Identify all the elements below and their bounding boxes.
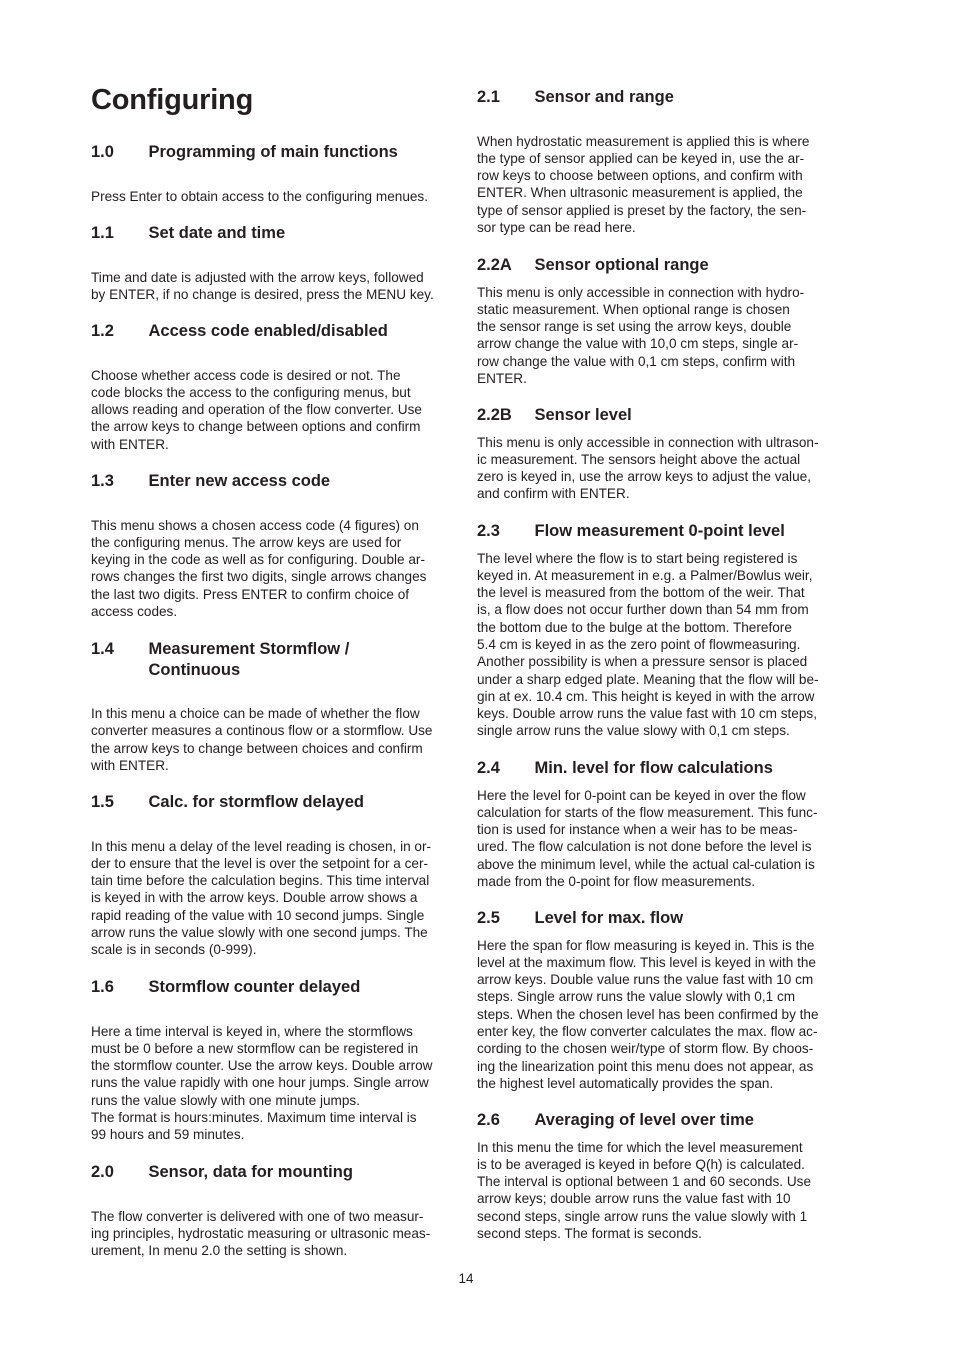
section-1-4 bbox=[91, 639, 461, 774]
section-number: 1.2 bbox=[91, 322, 114, 340]
section-1-5 bbox=[91, 792, 461, 959]
section-number: 1.4 bbox=[91, 640, 114, 658]
section-number: 2.4 bbox=[477, 759, 500, 777]
section-body: Here the span for flow measuring is keyed in. This is the level at the maximum flow. This level is keyed in with the arrow keys. Double value runs the value fast with 10 cm steps. Single arrow runs the value slowly with 0,1 cm steps. When the chosen level has been confirmed by the enter key, the flow converter calculates the max. flow ac- cording to the chosen weir/type of storm flow. By choos- ing the linearization point this menu does not appear, as the highest level automatically provides the span. bbox=[477, 937, 819, 1091]
section-number: 2.1 bbox=[477, 88, 500, 106]
section-2-6 bbox=[477, 1110, 847, 1242]
section-title: Set date and time bbox=[148, 224, 286, 242]
section-heading bbox=[91, 1162, 461, 1183]
section-heading bbox=[477, 405, 847, 426]
section-title: Sensor optional range bbox=[534, 256, 709, 274]
section-1-2 bbox=[91, 321, 461, 453]
section-body: This menu is only accessible in connection with ultrason- ic measurement. The sensors height above the actual zero is keyed in, use the arrow keys to adjust the value, and confirm with ENTER. bbox=[477, 434, 819, 502]
section-number: 2.2A bbox=[477, 256, 512, 274]
section-heading bbox=[91, 471, 461, 492]
section-number: 1.3 bbox=[91, 472, 114, 490]
section-body: This menu is only accessible in connection with hydro- static measurement. When optional range is chosen the sensor range is set using the arrow keys, double arrow change the value with 10,0 cm steps, single ar- row change the value with 0,1 cm steps, confirm with ENTER. bbox=[477, 284, 805, 386]
section-number: 1.6 bbox=[91, 978, 114, 996]
section-title: Flow measurement 0-point level bbox=[534, 522, 785, 540]
section-heading bbox=[91, 142, 461, 163]
section-title: Sensor and range bbox=[534, 88, 674, 106]
section-body: In this menu a delay of the level reading is chosen, in or- der to ensure that the level is over the setpoint for a cer- tain time before the calculation begins. This time interval is keyed in with the arrow keys. Double arrow shows a rapid reading of the value with 10 second jumps. Single arrow runs the value slowly with one second jumps. The scale is in seconds (0-999). bbox=[91, 838, 432, 958]
section-body: Press Enter to obtain access to the configuring menues. bbox=[91, 188, 429, 204]
section-title: Sensor, data for mounting bbox=[148, 1163, 353, 1181]
section-number: 1.1 bbox=[91, 224, 114, 242]
section-number: 1.0 bbox=[91, 143, 114, 161]
section-number: 2.2B bbox=[477, 406, 512, 424]
section-title: Min. level for flow calculations bbox=[534, 759, 773, 777]
section-heading bbox=[91, 321, 461, 342]
section-heading bbox=[477, 758, 847, 779]
section-title: Measurement Stormflow / Continuous bbox=[148, 640, 350, 679]
section-title: Stormflow counter delayed bbox=[148, 978, 361, 996]
section-number: 2.3 bbox=[477, 522, 500, 540]
section-2-5 bbox=[477, 908, 847, 1092]
section-2-1 bbox=[477, 87, 847, 236]
section-1-1 bbox=[91, 223, 461, 303]
section-2-0 bbox=[91, 1162, 461, 1259]
section-heading bbox=[91, 639, 461, 680]
section-1-0 bbox=[91, 142, 461, 205]
section-title: Averaging of level over time bbox=[534, 1111, 754, 1129]
section-2-4 bbox=[477, 758, 847, 890]
section-2-2a bbox=[477, 255, 847, 387]
section-2-2b bbox=[477, 405, 847, 503]
section-body: The level where the flow is to start being registered is keyed in. At measurement in e.g. a Palmer/Bowlus weir, the level is measured from the bottom of the weir. That is, a flow does not occur further down than 54 mm from the bottom due to the bulge at the bottom. Therefore 5.4 cm is keyed in as the zero point of flowmeasuring. Another possibility is when a pressure sensor is placed under a sharp edged plate. Meaning that the flow will be- gin at ex. 10.4 cm. This height is keyed in with the arrow keys. Double arrow runs the value fast with 10 cm steps, single arrow runs the value slowy with 0,1 cm steps. bbox=[477, 550, 819, 739]
section-heading bbox=[477, 255, 847, 276]
section-title: Sensor level bbox=[534, 406, 632, 424]
section-body: Here a time interval is keyed in, where the stormflows must be 0 before a new stormflow can be registered in the stormflow counter. Use the arrow keys. Double arrow runs the value rapidly with one hour jumps. Single arrow runs the value slowly with one minute jumps. The format is hours:minutes. Maximum time interval is 99 hours and 59 minutes. bbox=[91, 1023, 433, 1143]
section-body: When hydrostatic measurement is applied this is where the type of sensor applied can be keyed in, use the ar- row keys to choose between options, and confirm with ENTER. When ultrasonic measurement is applied, the type of sensor applied is preset by the factory, the sen- sor type can be read here. bbox=[477, 133, 810, 235]
section-title: Enter new access code bbox=[148, 472, 331, 490]
section-heading bbox=[91, 977, 461, 998]
page-number: 14 bbox=[458, 1271, 474, 1286]
section-number: 2.0 bbox=[91, 1163, 114, 1181]
section-body: Choose whether access code is desired or not. The code blocks the access to the configuring menus, but allows reading and operation of the flow converter. Use the arrow keys to change between options and confirm with ENTER. bbox=[91, 367, 422, 452]
section-body: Time and date is adjusted with the arrow keys, followed by ENTER, if no change is desired, press the MENU key. bbox=[91, 269, 434, 302]
section-body: This menu shows a chosen access code (4 figures) on the configuring menus. The arrow keys are used for keying in the code as well as for configuring. Double ar- rows changes the first two digits, single arrows changes the last two digits. Press ENTER to confirm choice of access codes. bbox=[91, 517, 427, 619]
section-1-6 bbox=[91, 977, 461, 1144]
section-number: 2.6 bbox=[477, 1111, 500, 1129]
section-heading bbox=[477, 521, 847, 542]
section-body: In this menu the time for which the level measurement is to be averaged is keyed in before Q(h) is calculated. The interval is optional between 1 and 60 seconds. Use arrow keys; double arrow runs the value fast with 10 second steps, single arrow runs the value slowly with 1 second steps. The format is seconds. bbox=[477, 1139, 812, 1241]
section-title: Access code enabled/disabled bbox=[148, 322, 388, 340]
section-body: Here the level for 0-point can be keyed in over the flow calculation for starts of the flow measurement. This func- tion is used for instance when a weir has to be meas- ured. The flow calculation is not done before the level is above the minimum level, while the actual cal-culation is made from the 0-point for flow measurements. bbox=[477, 787, 818, 889]
section-2-3 bbox=[477, 521, 847, 740]
section-body: In this menu a choice can be made of whether the flow converter measures a continous flow or a stormflow. Use the arrow keys to change between choices and confirm with ENTER. bbox=[91, 706, 433, 773]
section-number: 1.5 bbox=[91, 793, 114, 811]
section-title: Programming of main functions bbox=[148, 143, 398, 161]
section-1-3 bbox=[91, 471, 461, 620]
section-heading bbox=[477, 1110, 847, 1131]
section-title: Calc. for stormflow delayed bbox=[148, 793, 364, 811]
section-title: Level for max. flow bbox=[534, 909, 684, 927]
section-heading bbox=[477, 87, 847, 108]
page-title: Configuring bbox=[91, 84, 254, 116]
section-heading bbox=[91, 223, 461, 244]
section-heading bbox=[477, 908, 847, 929]
section-body: The flow converter is delivered with one of two measur- ing principles, hydrostatic measuring or ultrasonic meas- urement, In menu 2.0 the setting is shown. bbox=[91, 1208, 431, 1259]
section-heading bbox=[91, 792, 461, 813]
section-number: 2.5 bbox=[477, 909, 500, 927]
